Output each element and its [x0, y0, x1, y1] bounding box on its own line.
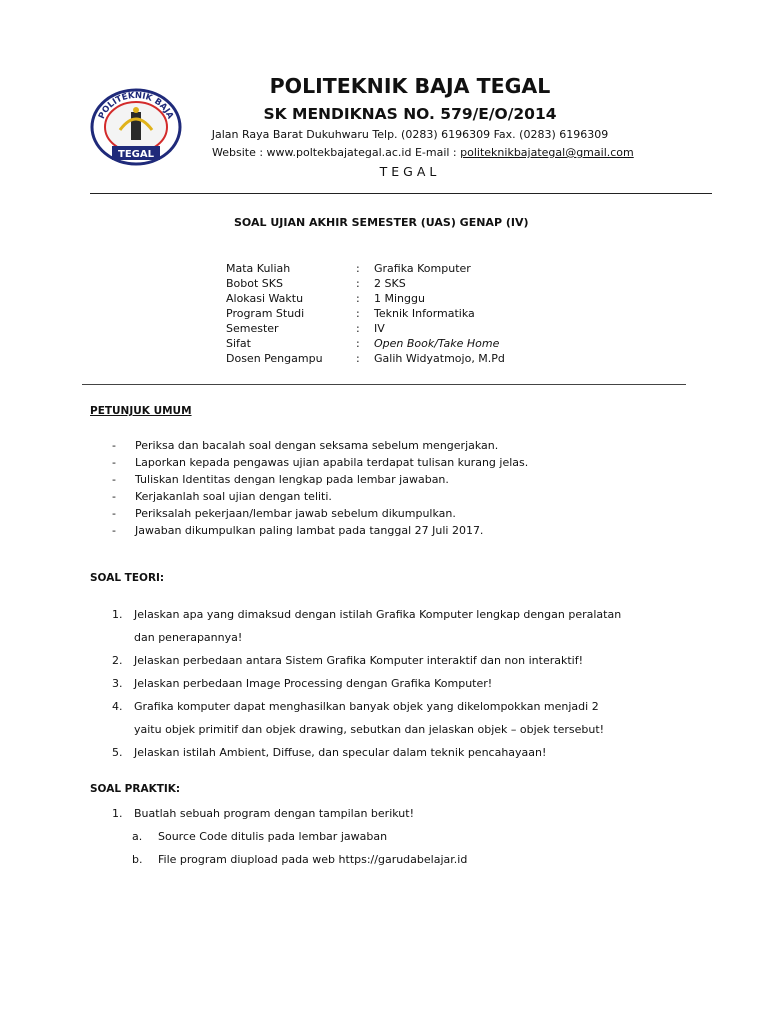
info-label: Dosen Pengampu: [226, 352, 323, 365]
city-name: TEGAL: [379, 164, 441, 179]
info-label: Mata Kuliah: [226, 262, 291, 275]
praktik-heading: SOAL PRAKTIK:: [90, 783, 181, 795]
institution-name: POLITEKNIK BAJA TEGAL: [269, 74, 551, 98]
contact-line: [190, 146, 710, 159]
info-row: [226, 336, 505, 351]
info-value: Teknik Informatika: [374, 307, 475, 320]
info-colon: :: [356, 262, 360, 275]
list-item-text: Laporkan kepada pengawas ujian apabila terdapat tulisan kurang jelas.: [135, 456, 529, 469]
question-text: Grafika komputer dapat menghasilkan banyak objek yang dikelompokkan menjadi 2: [134, 700, 599, 713]
subitem-text: File program diupload pada web https://garudabelajar.id: [158, 853, 468, 866]
subitem-letter: a.: [132, 830, 143, 843]
list-item: [112, 471, 528, 488]
website-text: Website : www.poltekbajategal.ac.id E-mail :: [212, 146, 461, 159]
email-link[interactable]: politeknikbajategal@gmail.com: [460, 146, 634, 159]
address-line: Jalan Raya Barat Dukuhwaru Telp. (0283) 6196309 Fax. (0283) 6196309: [211, 128, 609, 141]
question-text: Jelaskan istilah Ambient, Diffuse, dan specular dalam teknik pencahayaan!: [134, 746, 547, 759]
question-number: 4.: [112, 700, 123, 713]
list-dash: -: [112, 439, 116, 452]
info-label: Semester: [226, 322, 279, 335]
list-item: [112, 505, 528, 522]
list-item: [112, 488, 528, 505]
practice-text: Buatlah sebuah program dengan tampilan berikut!: [134, 807, 414, 820]
question-item: [112, 695, 692, 718]
list-item-text: Tuliskan Identitas dengan lengkap pada lembar jawaban.: [135, 473, 449, 486]
question-item: [112, 741, 692, 764]
petunjuk-list: [112, 437, 528, 539]
info-colon: :: [356, 277, 360, 290]
info-value: Galih Widyatmojo, M.Pd: [374, 352, 505, 365]
question-number: 2.: [112, 654, 123, 667]
question-text: Jelaskan perbedaan antara Sistem Grafika Komputer interaktif dan non interaktif!: [134, 654, 583, 667]
info-value: 2 SKS: [374, 277, 406, 290]
logo-text-top: POLITEKNIK BAJA: [96, 90, 176, 121]
info-colon: :: [356, 292, 360, 305]
list-dash: -: [112, 524, 116, 537]
list-item-text: Periksalah pekerjaan/lembar jawab sebelum dikumpulkan.: [135, 507, 456, 520]
exam-title: SOAL UJIAN AKHIR SEMESTER (UAS) GENAP (IV): [234, 216, 529, 229]
list-dash: -: [112, 490, 116, 503]
info-colon: :: [356, 337, 360, 350]
info-row: [226, 291, 505, 306]
list-dash: -: [112, 456, 116, 469]
question-number: 3.: [112, 677, 123, 690]
praktik-list: [112, 802, 692, 871]
question-text-continued: dan penerapannya!: [134, 631, 243, 644]
list-item-text: Periksa dan bacalah soal dengan seksama sebelum mengerjakan.: [135, 439, 499, 452]
practice-number: 1.: [112, 807, 123, 820]
list-item: [112, 454, 528, 471]
practice-subitem: [112, 825, 692, 848]
list-dash: -: [112, 507, 116, 520]
question-item: [112, 649, 692, 672]
teori-list: [112, 603, 692, 764]
info-value: Open Book/Take Home: [374, 337, 500, 350]
info-colon: :: [356, 307, 360, 320]
question-text: Jelaskan perbedaan Image Processing dengan Grafika Komputer!: [134, 677, 493, 690]
question-text: Jelaskan apa yang dimaksud dengan istilah Grafika Komputer lengkap dengan peralatan: [134, 608, 622, 621]
logo-text-bottom: TEGAL: [118, 149, 154, 160]
practice-item: [112, 802, 692, 825]
decree-number: SK MENDIKNAS NO. 579/E/O/2014: [263, 105, 557, 123]
question-text-continued: yaitu objek primitif dan objek drawing, sebutkan dan jelaskan objek – objek tersebut!: [134, 723, 605, 736]
info-label: Program Studi: [226, 307, 305, 320]
info-row: [226, 351, 505, 366]
info-label: Sifat: [226, 337, 251, 350]
header-divider: [90, 193, 712, 194]
question-number: 5.: [112, 746, 123, 759]
list-dash: -: [112, 473, 116, 486]
politeknik-logo: [90, 88, 182, 166]
list-item-text: Jawaban dikumpulkan paling lambat pada tanggal 27 Juli 2017.: [135, 524, 484, 537]
question-number: 1.: [112, 608, 123, 621]
question-item: [112, 672, 692, 695]
subitem-text: Source Code ditulis pada lembar jawaban: [158, 830, 388, 843]
teori-heading: SOAL TEORI:: [90, 572, 165, 584]
info-label: Alokasi Waktu: [226, 292, 304, 305]
subitem-letter: b.: [132, 853, 143, 866]
info-row: [226, 276, 505, 291]
info-row: [226, 321, 505, 336]
info-colon: :: [356, 352, 360, 365]
section-divider: [82, 384, 686, 385]
list-item-text: Kerjakanlah soal ujian dengan teliti.: [135, 490, 332, 503]
practice-subitem: [112, 848, 692, 871]
list-item: [112, 437, 528, 454]
question-item: [112, 603, 692, 626]
info-row: [226, 306, 505, 321]
info-colon: :: [356, 322, 360, 335]
exam-info-table: [226, 261, 505, 366]
list-item: [112, 522, 528, 539]
info-label: Bobot SKS: [226, 277, 283, 290]
info-row: [226, 261, 505, 276]
info-value: IV: [374, 322, 385, 335]
petunjuk-heading: PETUNJUK UMUM: [90, 405, 192, 417]
info-value: 1 Minggu: [374, 292, 425, 305]
info-value: Grafika Komputer: [374, 262, 471, 275]
